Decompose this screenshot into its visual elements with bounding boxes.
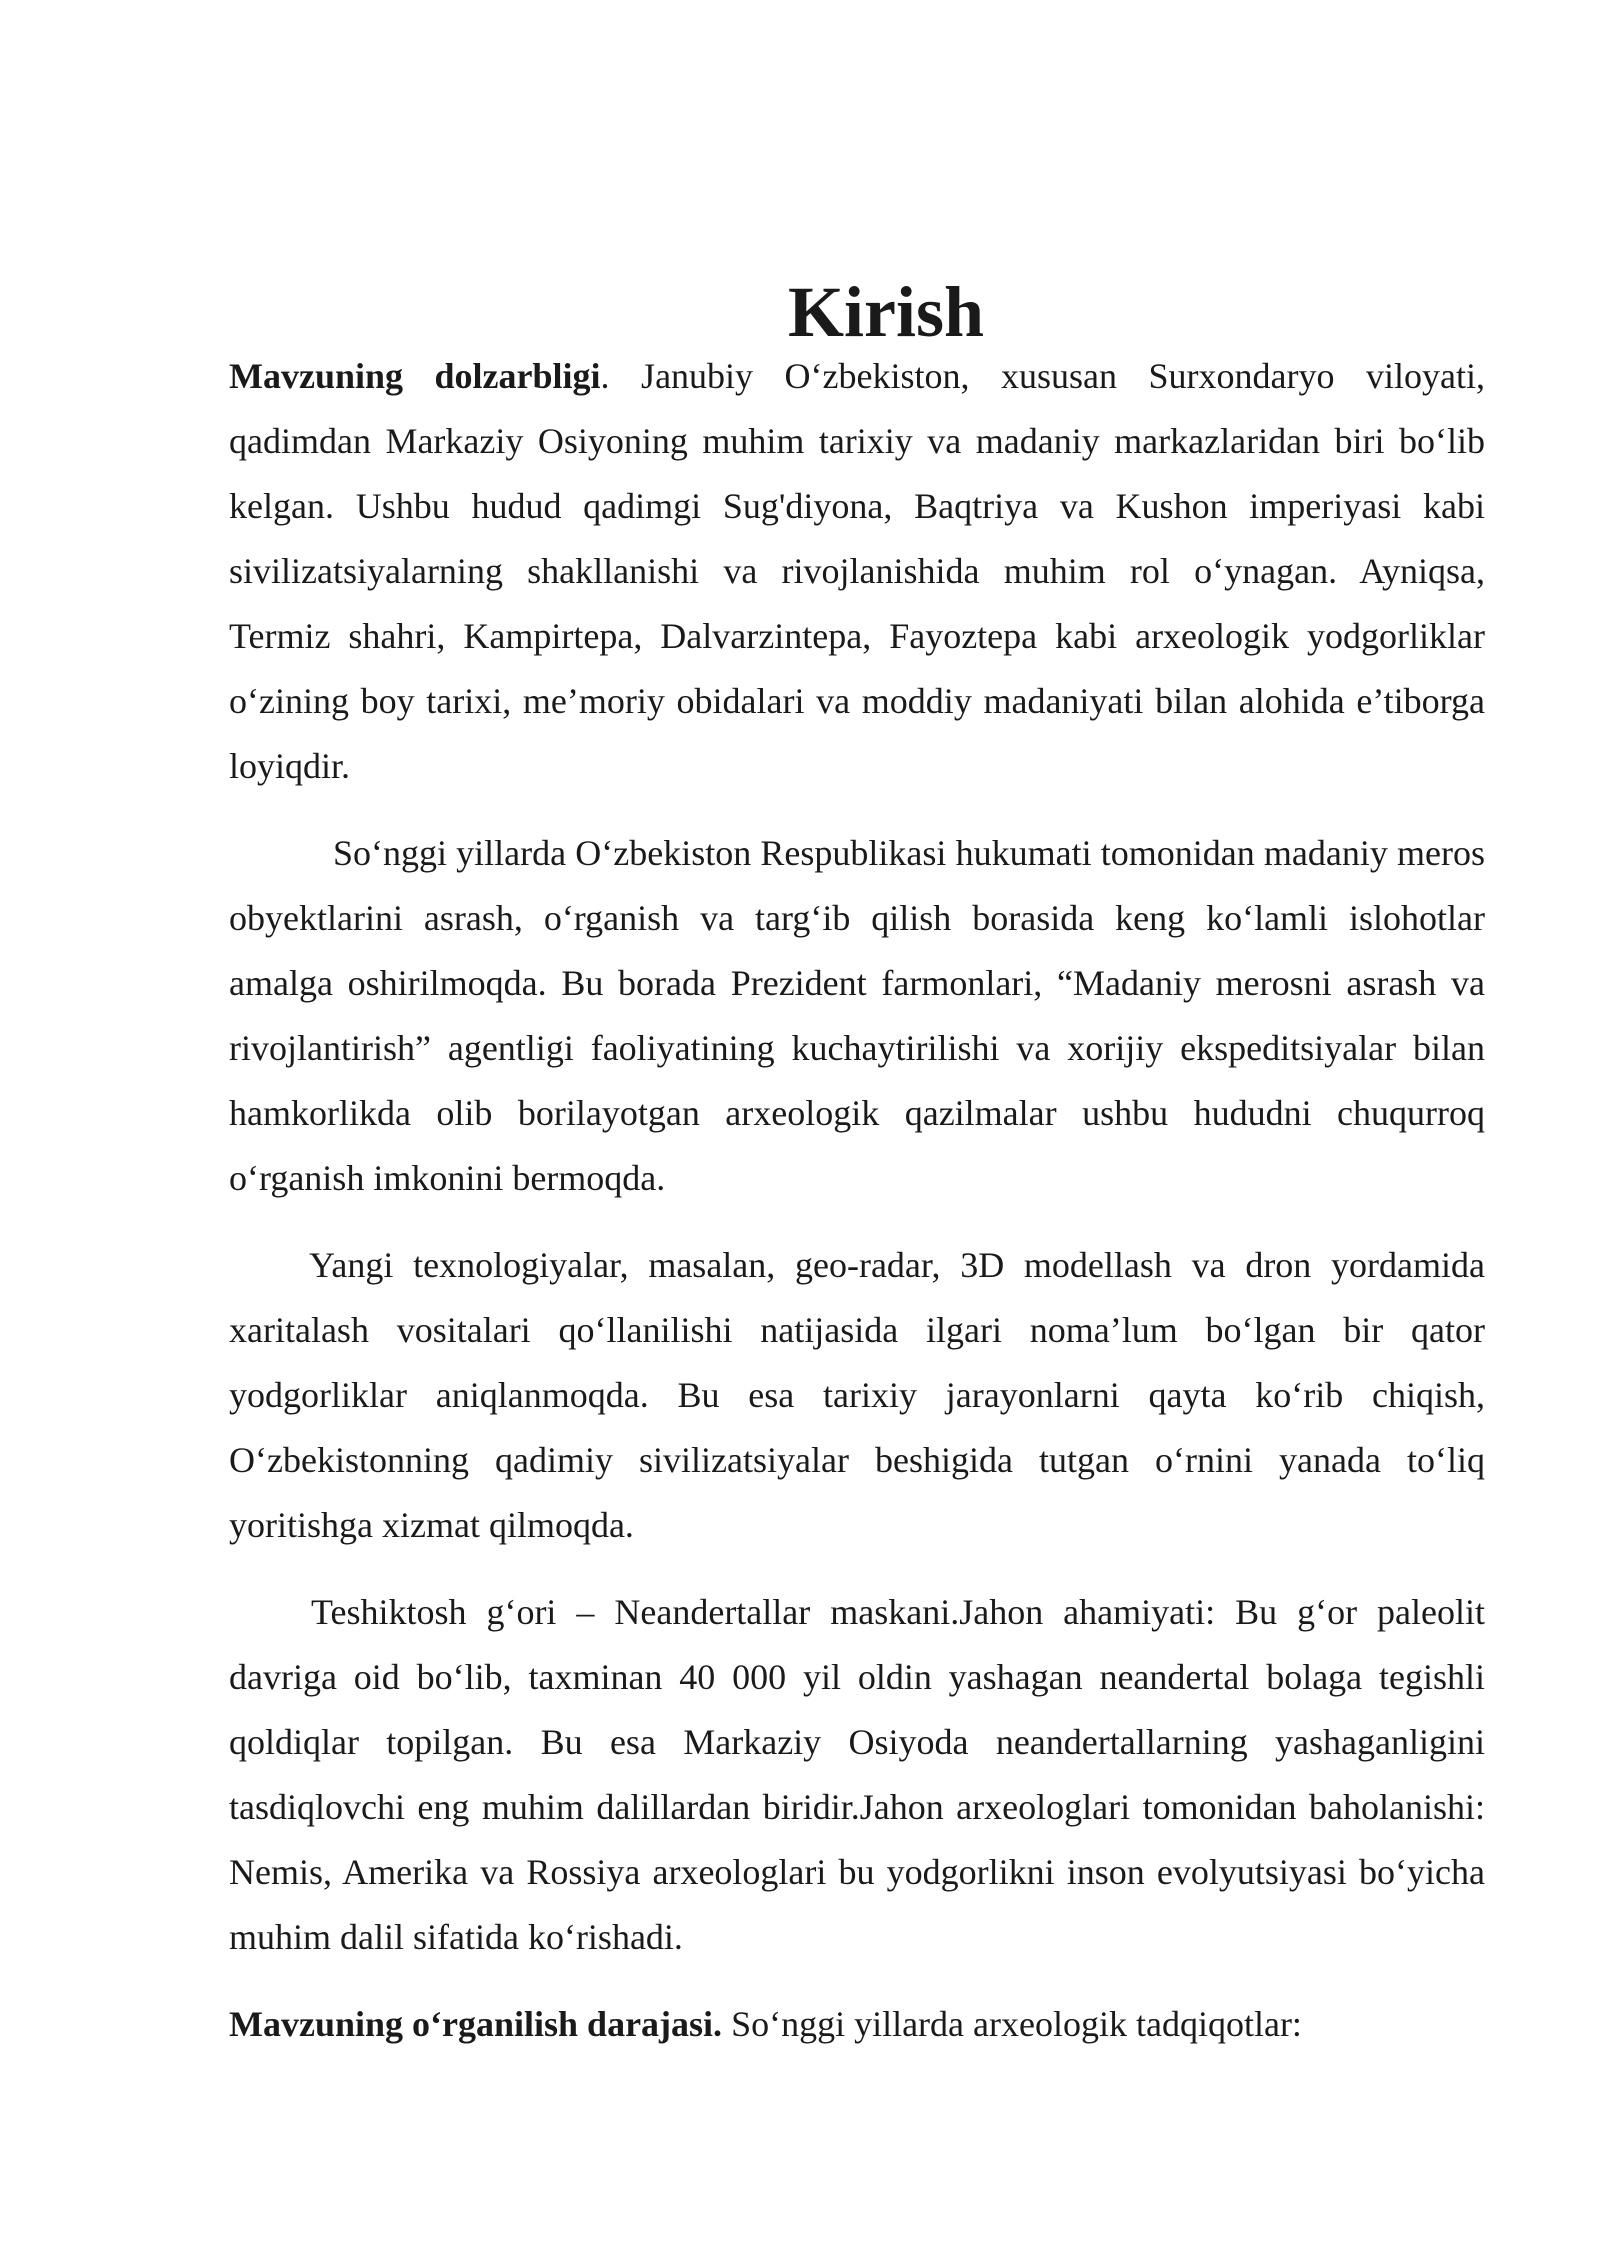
page-title: Kirish [787, 272, 985, 352]
paragraph-lead-study-level: Mavzuning o‘rganilish darajasi. [229, 2004, 723, 2044]
paragraph-text-teshiktosh: Teshiktosh g‘ori – Neandertallar maskani.Jahon ahamiyati: Bu g‘or paleolit davriga oid bo‘lib, taxminan 40 000 yil oldin yashagan neandertal bolaga tegishli qoldiqlar topilgan. Bu esa Markaziy Osiyoda neandertallarning yashaganligini tasdiqlovchi eng muhim dalillardan biridir.Jahon arxeologlari tomonidan baholanishi: Nemis, Amerika va Rossiya arxeologlari bu yodgorlikni inson evolyutsiyasi bo‘yicha muhim dalil sifatida ko‘rishadi. [229, 1592, 1485, 1957]
document-body [229, 272, 1485, 2057]
paragraph-text-study-level: So‘nggi yillarda arxeologik tadqiqotlar: [722, 2004, 1302, 2044]
paragraph-text-reforms: So‘nggi yillarda O‘zbekiston Respublikasi hukumati tomonidan madaniy meros obyektlarini asrash, o‘rganish va targ‘ib qilish borasida keng ko‘lamli islohotlar amalga oshirilmoqda. Bu borada Prezident farmonlari, “Madaniy merosni asrash va rivojlantirish” agentligi faoliyatining kuchaytirilishi va xorijiy ekspeditsiyalar bilan hamkorlikda olib borilayotgan arxeologik qazilmalar ushbu hududni chuqurroq o‘rganish imkonini bermoqda. [229, 833, 1485, 1198]
paragraph-relevance [229, 344, 1485, 799]
paragraph-text-technologies: Yangi texnologiyalar, masalan, geo-radar, 3D modellash va dron yordamida xaritalash vositalari qo‘llanilishi natijasida ilgari noma’lum bo‘lgan bir qator yodgorliklar aniqlanmoqda. Bu esa tarixiy jarayonlarni qayta ko‘rib chiqish, O‘zbekistonning qadimiy sivilizatsiyalar beshigida tutgan o‘rnini yanada to‘liq yoritishga xizmat qilmoqda. [229, 1245, 1485, 1545]
paragraph-text-relevance: . Janubiy O‘zbekiston, xususan Surxondaryo viloyati, qadimdan Markaziy Osiyoning muhim tarixiy va madaniy markazlaridan biri bo‘lib kelgan. Ushbu hudud qadimgi Sug'diyona, Baqtriya va Kushon imperiyasi kabi sivilizatsiyalarning shakllanishi va rivojlanishida muhim rol o‘ynagan. Ayniqsa, Termiz shahri, Kampirtepa, Dalvarzintepa, Fayoztepa kabi arxeologik yodgorliklar o‘zining boy tarixi, me’moriy obidalari va moddiy madaniyati bilan alohida e’tiborga loyiqdir. [229, 356, 1485, 786]
paragraph-study-level [229, 1992, 1485, 2057]
paragraph-reforms [229, 821, 1485, 1211]
paragraph-lead-relevance: Mavzuning dolzarbligi [229, 356, 601, 396]
paragraph-teshiktosh [229, 1580, 1485, 1970]
paragraph-technologies [229, 1233, 1485, 1558]
